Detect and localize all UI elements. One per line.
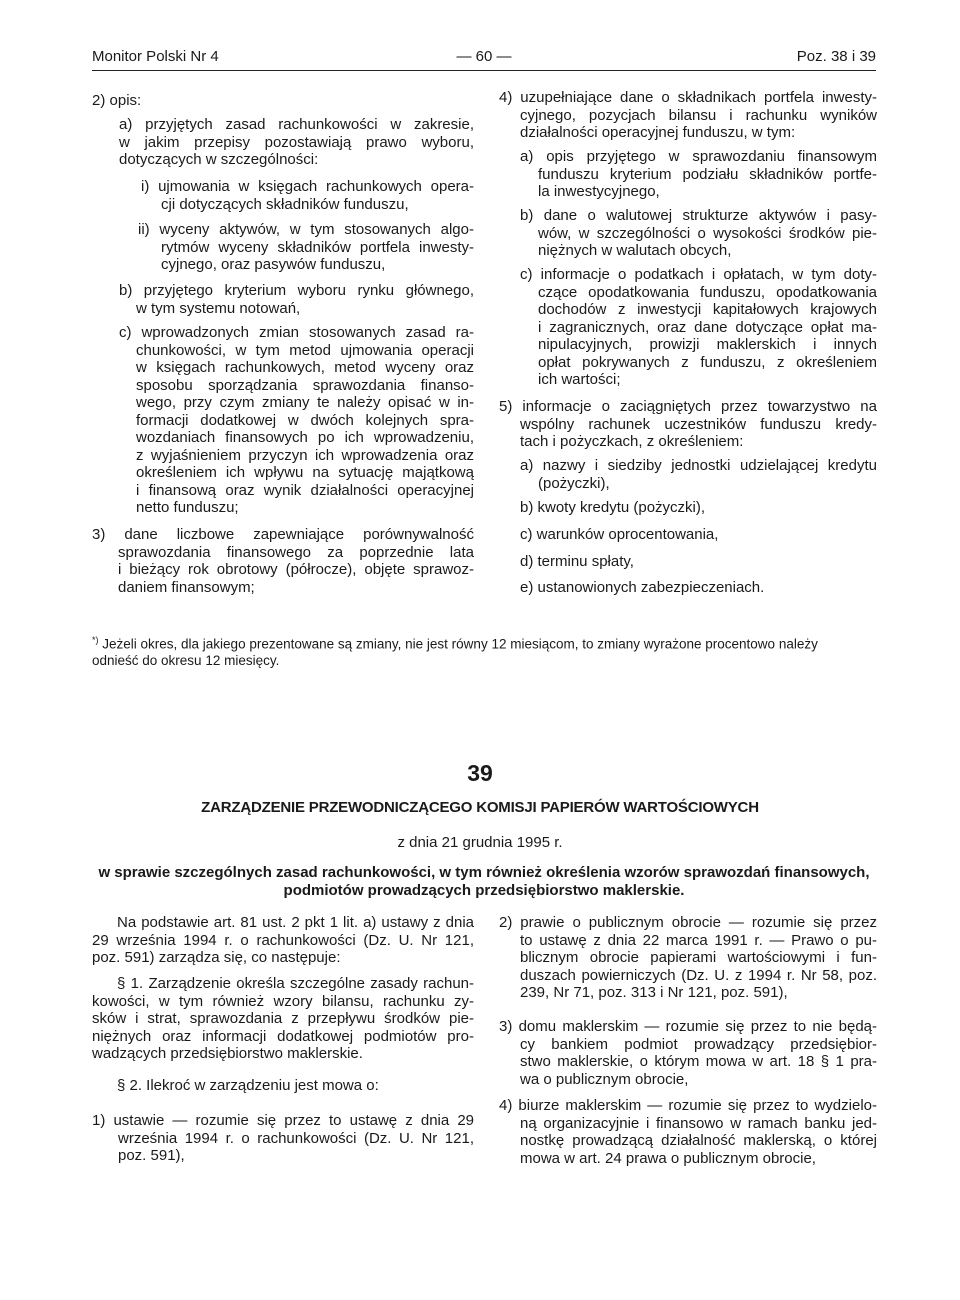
document-number: 39 bbox=[467, 760, 493, 786]
text-line: września 1994 r. o rachunkowości (Dz. U. Nr 121, bbox=[118, 1129, 474, 1147]
text-line: a) przyjętych zasad rachunkowości w zakresie, bbox=[119, 116, 474, 133]
text-line: cyjnego, pozycjach bilansu i rachunku wyników bbox=[520, 106, 877, 124]
text-line: cy bankiem podmiot prowadzący przedsiębior- bbox=[520, 1035, 877, 1053]
item-5a bbox=[520, 457, 877, 492]
text-line: cji dotyczących składników funduszu, bbox=[161, 195, 409, 213]
text-line: i finansową oraz wynik działalności operacyjnej bbox=[136, 481, 474, 499]
section-2 bbox=[117, 1077, 474, 1095]
item-c-zmiany bbox=[119, 324, 474, 517]
definition-4 bbox=[499, 1097, 877, 1167]
text-line: 4) biurze maklerskim — rozumie się przez to wydzielo- bbox=[499, 1097, 877, 1114]
text-line: wów, w szczególności o wysokości środków pie- bbox=[538, 224, 877, 242]
text-line: Na podstawie art. 81 ust. 2 pkt 1 lit. a) ustawy z dnia bbox=[117, 914, 474, 931]
footnote-marker: *) bbox=[92, 635, 99, 645]
text-line: d) terminu spłaty, bbox=[520, 553, 634, 570]
text-line: wozdaniach finansowych po ich wprowadzeniu, bbox=[136, 429, 474, 446]
definition-2 bbox=[499, 914, 877, 1002]
item-a-opis bbox=[119, 116, 474, 169]
text-line: chunkowości, w tym metod ujmowania operacji bbox=[136, 341, 474, 359]
text-line: sposobu sporządzania sprawozdania finanso- bbox=[136, 376, 474, 394]
document-date: z dnia 21 grudnia 1995 r. bbox=[397, 834, 563, 851]
text-line: b) kwoty kredytu (pożyczki), bbox=[520, 499, 706, 516]
text-line: 239, Nr 71, poz. 313 i Nr 121, poz. 591), bbox=[520, 984, 788, 1001]
subject-line: w sprawie szczególnych zasad rachunkowości, w tym również określenia wzorów sprawozdań finansowych, bbox=[98, 864, 870, 881]
text-line: nostkę prowadzącą działalność maklerską, o której bbox=[520, 1132, 877, 1149]
text-line: 1) ustawie — rozumie się przez to ustawę z dnia 29 bbox=[92, 1112, 474, 1129]
text-line: sprawozdania finansowego za poprzednie lata bbox=[118, 543, 474, 561]
item-5d bbox=[520, 553, 877, 571]
text-line: e) ustanowionych zabezpieczeniach. bbox=[520, 579, 765, 596]
text-line: nipulacyjnych, prowizji maklerskich i innych bbox=[538, 336, 877, 353]
text-line: poz. 591), bbox=[118, 1147, 185, 1164]
position-range: Poz. 38 i 39 bbox=[796, 48, 876, 65]
document-title: ZARZĄDZENIE PRZEWODNICZĄCEGO KOMISJI PAPIERÓW WARTOŚCIOWYCH bbox=[201, 799, 759, 816]
document-subject bbox=[92, 864, 876, 899]
text-line: 2) prawie o publicznym obrocie — rozumie się przez bbox=[499, 914, 877, 931]
text-line: niężnych oraz informacji dodatkowej podmiotów pro- bbox=[92, 1027, 474, 1045]
text-line: daniem finansowym; bbox=[118, 578, 255, 596]
text-line: dochodów z inwestycji kapitałowych krajowych bbox=[538, 301, 877, 318]
text-line: cyjnego, oraz pasywów funduszu, bbox=[161, 256, 386, 273]
page-header bbox=[92, 48, 876, 71]
text-line: c) warunków oprocentowania, bbox=[520, 526, 719, 543]
left-column-top bbox=[92, 92, 470, 110]
text-line: b) dane o walutowej strukturze aktywów i pasy- bbox=[520, 207, 877, 224]
text-line: sków i strat, sprawozdania z przepływu środków pie- bbox=[92, 1010, 474, 1027]
subject-line: podmiotów prowadzących przedsiębiorstwo maklerskie. bbox=[283, 881, 685, 899]
footnote-line: odnieść do okresu 12 miesięcy. bbox=[92, 652, 280, 668]
text-line: działalności operacyjnej funduszu, w tym: bbox=[520, 124, 796, 141]
text-line: poz. 591) zarządza się, co następuje: bbox=[92, 949, 341, 966]
text-line: i bieżący rok obrotowy (półrocze), objęte sprawoz- bbox=[118, 561, 474, 578]
text-line: funduszu kryterium podziału składników portfe- bbox=[538, 165, 877, 183]
text-line: kowości, w tym również wzory bilansu, rachunku zy- bbox=[92, 992, 474, 1010]
journal-name: Monitor Polski Nr 4 bbox=[92, 48, 219, 65]
text-line: ną organizacyjnie i finansowo w ramach banku jed- bbox=[520, 1114, 877, 1132]
item-b-kryterium bbox=[119, 282, 474, 317]
text-line: w jakim przepisy pozostawiają prawo wyboru, bbox=[119, 133, 474, 151]
text-line: opłat pokrywanych z funduszu, z określeniem bbox=[538, 353, 877, 371]
item-5-kredyty bbox=[499, 398, 877, 451]
item-4c bbox=[520, 266, 877, 389]
item-4-uzupelniajace bbox=[499, 89, 877, 142]
text-line: w tym systemu notowań, bbox=[136, 299, 301, 317]
text-line: ich wartości; bbox=[538, 371, 621, 388]
text-line: netto funduszu; bbox=[136, 499, 239, 516]
text-line: niężnych w walutach obcych, bbox=[538, 242, 732, 259]
text-line: stwo maklerskie, o którym mowa w art. 18 § 1 pra- bbox=[520, 1053, 877, 1070]
item-3-dane-liczbowe bbox=[92, 526, 474, 596]
text-line: rytmów wyceny składników portfela inwesty- bbox=[161, 238, 474, 256]
text-line: i zagranicznych, oraz dane dotyczące opłat ma- bbox=[538, 318, 877, 336]
text-line: 3) dane liczbowe zapewniające porównywalność bbox=[92, 526, 474, 543]
item-5b bbox=[520, 499, 877, 517]
text-line: formacji dodatkowej w dwóch kolejnych spra- bbox=[136, 411, 474, 429]
page-number: — 60 — bbox=[456, 48, 512, 65]
text-line: a) opis przyjętego w sprawozdaniu finansowym bbox=[520, 148, 877, 165]
text-line: 3) domu maklerskim — rozumie się przez to nie będą- bbox=[499, 1018, 877, 1035]
footnote bbox=[92, 632, 882, 669]
opis-heading: 2) opis: bbox=[92, 92, 142, 109]
item-i bbox=[141, 178, 474, 213]
text-line: a) nazwy i siedziby jednostki udzielającej kredytu bbox=[520, 457, 877, 474]
text-line: la inwestycyjnego, bbox=[538, 183, 660, 200]
text-line: mowa w art. 24 prawa o publicznym obrocie, bbox=[520, 1149, 816, 1167]
item-4b bbox=[520, 207, 877, 260]
text-line: i) ujmowania w księgach rachunkowych opera- bbox=[141, 178, 474, 195]
text-line: ii) wyceny aktywów, w tym stosowanych algo- bbox=[138, 221, 474, 238]
footnote-line: Jeżeli okres, dla jakiego prezentowane są zmiany, nie jest równy 12 miesiącom, to zmiany wyrażone procentowo należy bbox=[98, 636, 818, 652]
text-line: tach i pożyczkach, z określeniem: bbox=[520, 433, 744, 450]
text-line: dotyczących w szczególności: bbox=[119, 151, 319, 168]
text-line: wspólny rachunek uczestników funduszu kredy- bbox=[520, 415, 877, 433]
definition-1 bbox=[92, 1112, 474, 1165]
text-line: wa o publicznym obrocie, bbox=[520, 1070, 689, 1088]
text-line: określeniem ich wpływu na sytuację majątkową bbox=[136, 464, 474, 481]
text-line: czące opodatkowania funduszu, opodatkowania bbox=[538, 283, 877, 301]
item-ii bbox=[138, 221, 474, 274]
intro-paragraph bbox=[92, 914, 474, 967]
text-line: wego, przy czym zmiany te należy opisać w in- bbox=[136, 394, 474, 411]
text-line: § 1. Zarządzenie określa szczególne zasady rachun- bbox=[117, 975, 474, 992]
item-5c bbox=[520, 526, 877, 544]
text-line: 29 września 1994 r. o rachunkowości (Dz. U. Nr 121, bbox=[92, 931, 474, 949]
text-line: z wyjaśnieniem przyczyn ich wprowadzenia oraz bbox=[136, 446, 474, 464]
text-line: c) wprowadzonych zmian stosowanych zasad ra- bbox=[119, 324, 474, 341]
text-line: (pożyczki), bbox=[538, 474, 610, 492]
text-line: 4) uzupełniające dane o składnikach portfela inwesty- bbox=[499, 89, 877, 106]
text-line: c) informacje o podatkach i opłatach, w tym doty- bbox=[520, 266, 877, 283]
text-line: 5) informacje o zaciągniętych przez towarzystwo na bbox=[499, 398, 877, 415]
definition-3 bbox=[499, 1018, 877, 1088]
text-line: blicznym obrocie papierami wartościowymi i fun- bbox=[520, 949, 877, 966]
text-line: wadzących przedsiębiorstwo maklerskie. bbox=[92, 1045, 363, 1062]
text-line: to ustawę z dnia 22 marca 1991 r. — Prawo o pu- bbox=[520, 931, 877, 949]
text-line: w księgach rachunkowych, metod wyceny oraz bbox=[136, 359, 474, 376]
text-line: b) przyjętego kryterium wyboru rynku głównego, bbox=[119, 282, 474, 299]
text-line: duszach powierniczych (Dz. U. z 1994 r. Nr 58, poz. bbox=[520, 966, 877, 984]
item-5e bbox=[520, 579, 877, 597]
item-4a bbox=[520, 148, 877, 201]
section-1 bbox=[92, 975, 474, 1063]
text-line: § 2. Ilekroć w zarządzeniu jest mowa o: bbox=[117, 1077, 379, 1094]
